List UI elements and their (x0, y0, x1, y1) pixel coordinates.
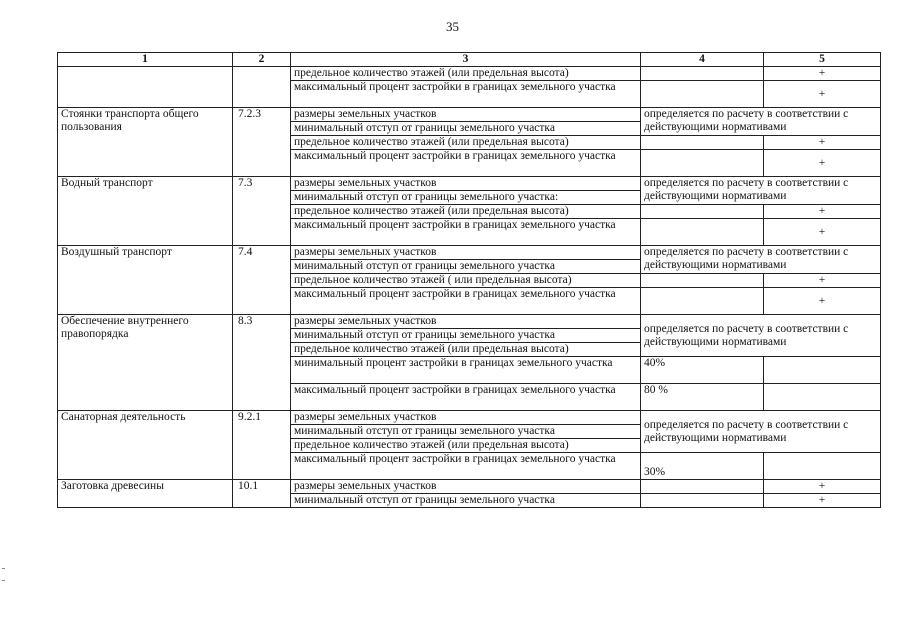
use-name-cell: Стоянки транспорта общего пользования (58, 108, 233, 177)
plus-cell: + (764, 81, 881, 108)
code-cell: 8.3 (233, 315, 291, 411)
plus-cell: + (764, 274, 881, 288)
param-cell: размеры земельных участков (291, 246, 641, 260)
column-header: 1 (58, 53, 233, 67)
table-body (58, 67, 881, 508)
column-header: 3 (291, 53, 641, 67)
param-cell: размеры земельных участков (291, 480, 641, 494)
param-cell: минимальный отступ от границы земельного участка (291, 425, 641, 439)
table-row (58, 411, 881, 425)
param-cell: максимальный процент застройки в границах земельного участка (291, 384, 641, 411)
regulations-table (57, 52, 881, 508)
plus-cell: + (764, 480, 881, 494)
param-cell: максимальный процент застройки в границах земельного участка (291, 453, 641, 480)
value-cell: 30% (641, 453, 764, 480)
table-row (58, 67, 881, 81)
use-name-cell: Водный транспорт (58, 177, 233, 246)
plus-cell: + (764, 67, 881, 81)
table-row (58, 246, 881, 260)
plus-cell: + (764, 150, 881, 177)
code-cell: 9.2.1 (233, 411, 291, 480)
plus-cell: + (764, 205, 881, 219)
code-cell: 7.3 (233, 177, 291, 246)
param-cell: минимальный отступ от границы земельного участка: (291, 191, 641, 205)
param-cell: максимальный процент застройки в границах земельного участка (291, 288, 641, 315)
norm-cell: определяется по расчету в соответствии с действующими нормативами (641, 108, 881, 136)
use-name-cell: Заготовка древесины (58, 480, 233, 508)
column-header: 4 (641, 53, 764, 67)
use-name-cell: Обеспечение внутреннего правопорядка (58, 315, 233, 411)
code-cell: 7.2.3 (233, 108, 291, 177)
param-cell: предельное количество этажей ( или предельная высота) (291, 274, 641, 288)
value-cell (764, 453, 881, 480)
param-cell: предельное количество этажей (или предельная высота) (291, 136, 641, 150)
plus-cell: + (764, 136, 881, 150)
value-cell: 40% (641, 357, 764, 384)
code-cell: 10.1 (233, 480, 291, 508)
param-cell: предельное количество этажей (или предельная высота) (291, 67, 641, 81)
plus-cell: + (764, 288, 881, 315)
value-cell (641, 480, 764, 494)
param-cell: размеры земельных участков (291, 411, 641, 425)
norm-cell: определяется по расчету в соответствии с действующими нормативами (641, 177, 881, 205)
param-cell: максимальный процент застройки в границах земельного участка (291, 81, 641, 108)
column-header: 2 (233, 53, 291, 67)
norm-cell: определяется по расчету в соответствии с действующими нормативами (641, 315, 881, 357)
value-cell (641, 67, 764, 81)
value-cell (764, 384, 881, 411)
param-cell: минимальный отступ от границы земельного участка (291, 260, 641, 274)
use-name-cell: Санаторная деятельность (58, 411, 233, 480)
param-cell: размеры земельных участков (291, 315, 641, 329)
param-cell: минимальный процент застройки в границах земельного участка (291, 357, 641, 384)
code-cell: 7.4 (233, 246, 291, 315)
value-cell (641, 205, 764, 219)
norm-cell: определяется по расчету в соответствии с действующими нормативами (641, 411, 881, 453)
param-cell: предельное количество этажей (или предельная высота) (291, 343, 641, 357)
param-cell: минимальный отступ от границы земельного участка (291, 329, 641, 343)
value-cell (641, 274, 764, 288)
column-header: 5 (764, 53, 881, 67)
page-edge-mark (2, 580, 5, 581)
param-cell: предельное количество этажей (или предельная высота) (291, 205, 641, 219)
norm-cell: определяется по расчету в соответствии с действующими нормативами (641, 246, 881, 274)
param-cell: максимальный процент застройки в границах земельного участка (291, 219, 641, 246)
param-cell: предельное количество этажей (или предельная высота) (291, 439, 641, 453)
param-cell: максимальный процент застройки в границах земельного участка (291, 150, 641, 177)
table-row (58, 177, 881, 191)
table-row (58, 108, 881, 122)
value-cell (641, 136, 764, 150)
param-cell: минимальный отступ от границы земельного участка (291, 122, 641, 136)
page-number: 35 (446, 19, 459, 34)
table-row (58, 480, 881, 494)
param-cell: минимальный отступ от границы земельного участка (291, 494, 641, 508)
value-cell: 80 % (641, 384, 764, 411)
param-cell: размеры земельных участков (291, 177, 641, 191)
value-cell (641, 150, 764, 177)
header-row (58, 53, 881, 67)
value-cell (641, 494, 764, 508)
table-row (58, 315, 881, 329)
value-cell (641, 81, 764, 108)
value-cell (764, 357, 881, 384)
use-name-cell: Воздушный транспорт (58, 246, 233, 315)
code-cell (233, 67, 291, 108)
param-cell: размеры земельных участков (291, 108, 641, 122)
use-name-cell (58, 67, 233, 108)
page-edge-mark (2, 568, 5, 569)
plus-cell: + (764, 219, 881, 246)
value-cell (641, 219, 764, 246)
value-cell (641, 288, 764, 315)
plus-cell: + (764, 494, 881, 508)
